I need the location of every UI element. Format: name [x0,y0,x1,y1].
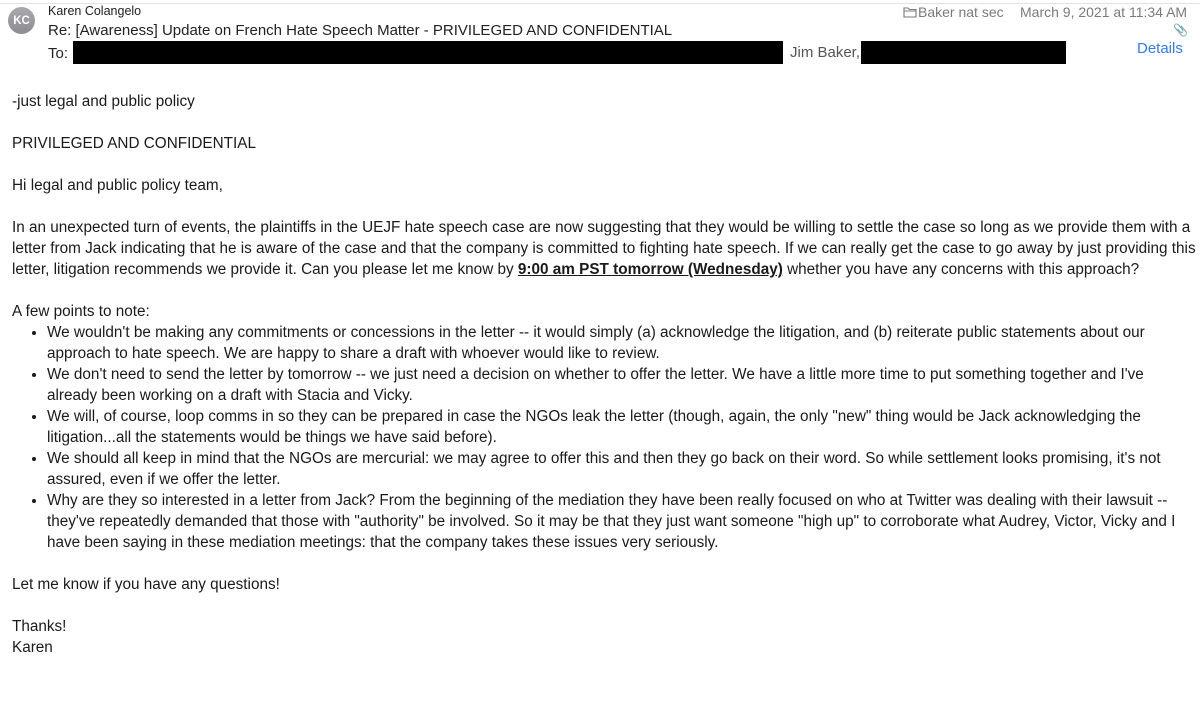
paragraph-text: whether you have any concerns with this approach? [782,261,1140,278]
folder-label: Baker nat sec [918,4,1004,20]
paragraph-text: In an unexpected turn of events, the plaintiffs in the UEJF hate speech case are now suggesting that they would be willing to settle the case so long as we provide them with a letter from Jack indicating that he is aware of the case and that the company is committed to fighting hate speech. If we can really get the case to go away by just providing this letter, litigation recommends we provide it. Can you please let me know by [12,219,1196,278]
avatar: KC [8,7,35,34]
body-line: PRIVILEGED AND CONFIDENTIAL [12,135,256,152]
paperclip-icon: 📎 [1173,23,1188,37]
deadline-text: 9:00 am PST tomorrow (Wednesday) [517,261,783,278]
mailbox-folder[interactable] [903,4,1004,20]
list-item: • Why are they so interested in a letter from Jack? From the beginning of the mediation they have been really focused on who at Twitter was dealing with their lawsuit -- they've repeatedly demanded that those with "authority" be involved. So it may be that they just want someone "high up" to corroborate what Audrey, Victor, Vicky and I have been saying in these mediation meetings: that the company takes these issues very seriously. [47,490,1196,553]
signature: Karen [12,639,53,656]
list-item: • We should all keep in mind that the NGOs are mercurial: we may agree to offer this and then they go back on their word. So while settlement looks promising, it's not assured, even if we offer the letter. [47,448,1196,490]
redacted-recipients [73,41,783,64]
closing-question: Let me know if you have any questions! [12,576,280,593]
list-item: • We wouldn't be making any commitments or concessions in the letter -- it would simply (a) acknowledge the litigation, and (b) reiterate public statements about our approach to hate speech. We are happy to share a draft with whoever would like to review. [47,322,1196,364]
email-body [12,91,1196,658]
redacted-recipients-2 [861,41,1066,64]
body-line: -just legal and public policy [12,93,195,110]
to-label: To: [48,45,69,62]
greeting: Hi legal and public policy team, [12,177,223,194]
points-intro: A few points to note: [12,303,150,320]
sender-name: Karen Colangelo [48,4,142,18]
recipient-jim-baker: Jim Baker, [790,44,861,61]
paragraph [12,217,1196,280]
list-item: • We don't need to send the letter by tomorrow -- we just need a decision on whether to offer the letter. We have a little more time to put something together and I've already been working on a draft with Stacia and Vicky. [47,364,1196,406]
thanks: Thanks! [12,618,67,635]
folder-icon [903,6,917,18]
email-date: March 9, 2021 at 11:34 AM [1020,4,1188,20]
points-list [12,322,1196,553]
list-item: • We will, of course, loop comms in so they can be prepared in case the NGOs leak the letter (though, again, the only "new" thing would be Jack acknowledging the litigation...all the statements would be things we have said before). [47,406,1196,448]
email-subject: Re: [Awareness] Update on French Hate Speech Matter - PRIVILEGED AND CONFIDENTIAL [48,22,673,39]
details-link[interactable]: Details [1137,40,1183,57]
